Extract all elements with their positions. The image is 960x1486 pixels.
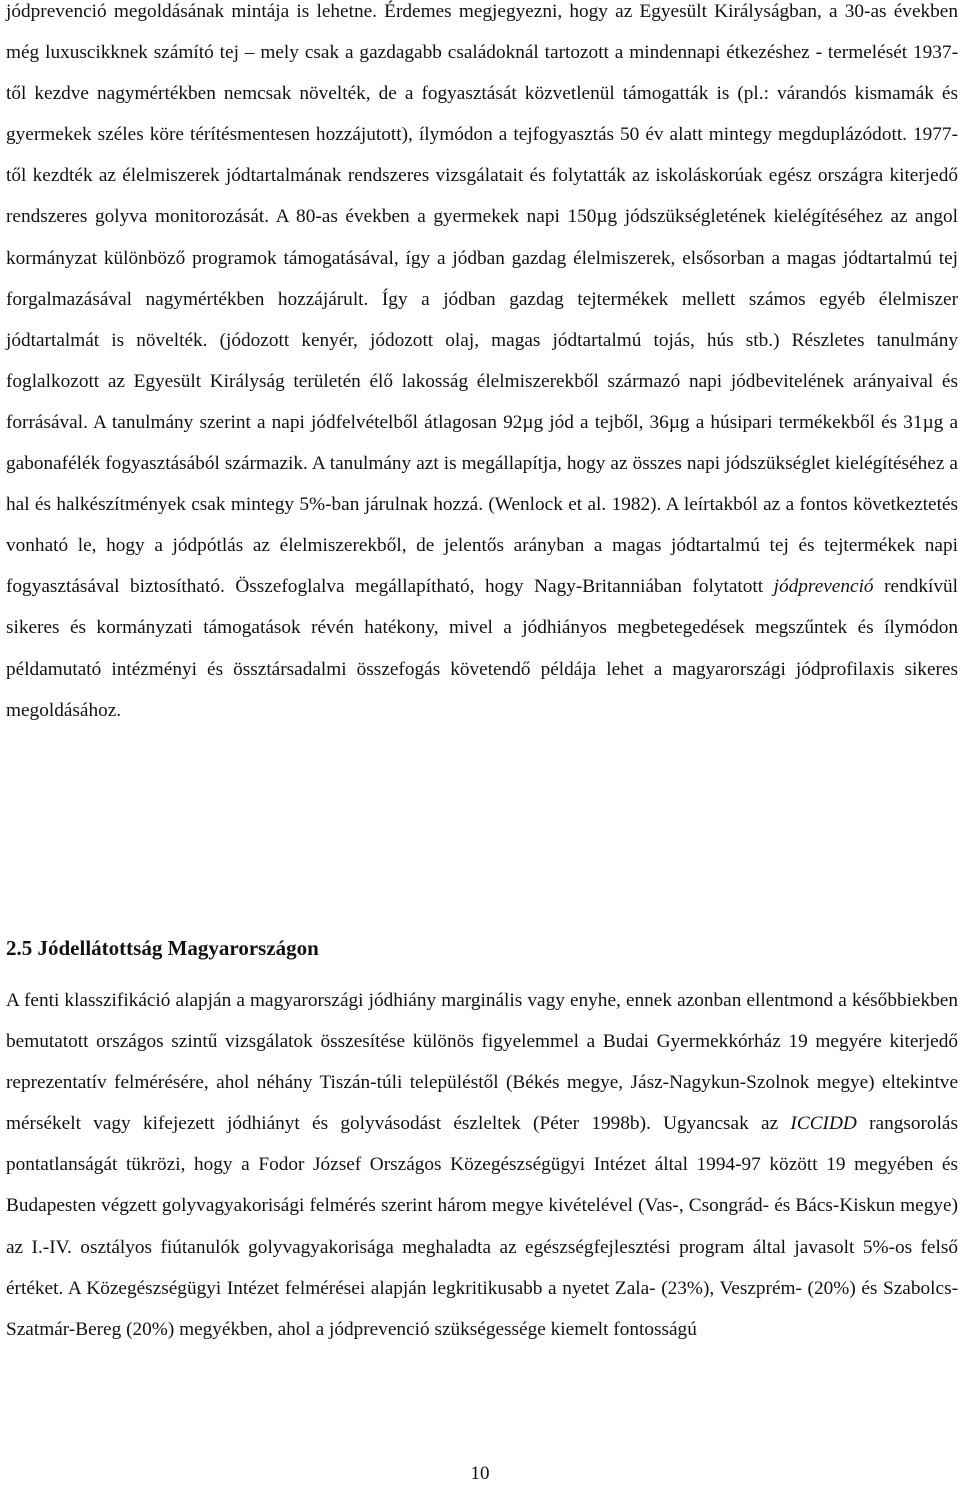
paragraph-text: rangsorolás pontatlanságát tükrözi, hogy a Fodor József Országos Közegészségügyi Intézet által 1994-97 között 19 megyében és Budapesten végzett golyvagyakorisági felmérés szerint három megye kivételével (Vas-, Csongrád- és Bács-Kiskun megye) az I.-IV. osztályos fiútanulók golyvagyakorisága meghaladta az egészségfejlesztési program által javasolt 5%-os felső értéket. A Közegészségügyi Intézet felmérései alapján legkritikusabb a nyetet Zala- (23%), Veszprém- (20%) és Szabolcs-Szatmár-Bereg (20%) megyékben, ahol a jódprevenció szükségessége kiemelt fontosságú: [6, 1113, 958, 1340]
section-heading: 2.5 Jódellátottság Magyarországon: [6, 936, 319, 960]
page-number: 10: [470, 1463, 490, 1484]
paragraph-text: jódprevenció megoldásának mintája is lehetne. Érdemes megjegyezni, hogy az Egyesült Királyságban, a 30-as években még luxuscikknek számító tej – mely csak a gazdagabb családoknál tartozott a mindennapi étkezéshez - termelését 1937-től kezdve nagymértékben nemcsak növelték, de a fogyasztását közvetlenül támogatták is (pl.: várandós kismamák és gyermekek széles köre térítésmentesen hozzájutott), ílymódon a tejfogyasztás 50 év alatt mintegy megduplázódott. 1977-től kezdték az élelmiszerek jódtartalmának rendszeres vizsgálatait és folytatták az iskoláskorúak egész országra kiterjedő rendszeres golyva monitorozását. A 80-as években a gyermekek napi 150µg jódszükségletének kielégítéséhez az angol kormányzat különböző programok támogatásával, így a jódban gazdag élelmiszerek, elsősorban a magas jódtartalmú tej forgalmazásával nagymértékben hozzájárult. Így a jódban gazdag tejtermékek mellett számos egyéb élelmiszer jódtartalmát is növelték. (jódozott kenyér, jódozott olaj, magas jódtartalmú tojás, hús stb.) Részletes tanulmány foglalkozott az Egyesült Királyság területén élő lakosság élelmiszerekből származó napi jódbevitelének arányaival és forrásával. A tanulmány szerint a napi jódfelvételből átlagosan 92µg jód a tejből, 36µg a húsipari termékekből és 31µg a gabonafélék fogyasztásából származik. A tanulmány azt is megállapítja, hogy az összes napi jódszükséglet kielégítéséhez a hal és halkészítmények csak mintegy 5%-ban járulnak hozzá. (Wenlock et al. 1982). A leírtakból az a fontos következtetés vonható le, hogy a jódpótlás az élelmiszerekből, de jelentős arányban a magas jódtartalmú tej és tejtermékek napi fogyasztásával biztosítható. Összefoglalva megállapítható, hogy Nagy-Britanniában folytatott: [6, 1, 958, 598]
paragraph-text: rendkívül sikeres és kormányzati támogatások révén hatékony, mivel a jódhiányos megbetegedések megszűntek és ílymódon példamutató intézményi és össztársadalmi összefogás követendő példája lehet a magyarországi jódprofilaxis sikeres megoldásához.: [6, 576, 958, 721]
body-paragraph: [6, 0, 958, 731]
italic-term: jódprevenció: [773, 576, 874, 598]
italic-term: ICCIDD: [790, 1113, 857, 1135]
paragraph-text: A fenti klasszifikáció alapján a magyarországi jódhiány marginális vagy enyhe, ennek azonban ellentmond a későbbiekben bemutatott országos szintű vizsgálatok összesítése különös figyelemmel a Budai Gyermekkórház 19 megyére kiterjedő reprezentatív felmérésére, ahol néhány Tiszán-túli településtől (Békés megye, Jász-Nagykun-Szolnok megye) eltekintve mérsékelt vagy kifejezett jódhiányt és golyvásodást észleltek (Péter 1998b). Ugyancsak az: [6, 990, 958, 1135]
body-paragraph: [6, 980, 958, 1350]
